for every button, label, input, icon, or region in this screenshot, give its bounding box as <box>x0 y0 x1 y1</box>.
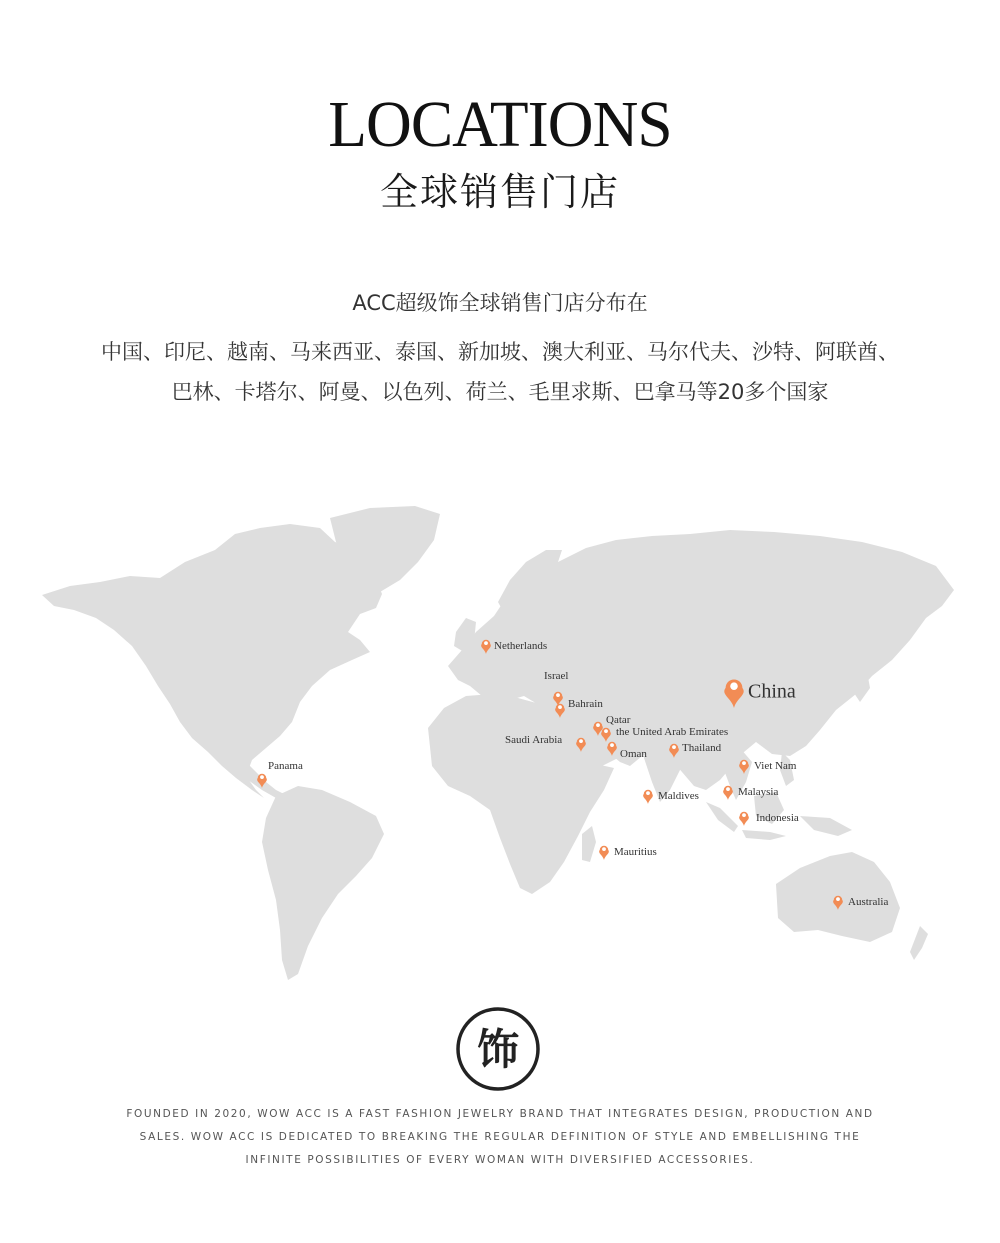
location-pin-dot <box>742 761 746 765</box>
location-pin-label: Israel <box>544 669 569 682</box>
country-list-line: 中国、印尼、越南、马来西亚、泰国、新加坡、澳大利亚、马尔代夫、沙特、阿联酋、 <box>101 340 899 364</box>
map-pin <box>739 812 799 826</box>
location-pin-dot <box>646 791 650 795</box>
brand-description-line: FOUNDED IN 2020, WOW ACC IS A FAST FASHION JEWELRY BRAND THAT INTEGRATES DESIGN, PRODUCTION AND <box>126 1108 874 1120</box>
location-pin-label: Australia <box>848 895 889 908</box>
location-pin-label: Oman <box>620 747 647 760</box>
location-pin-dot <box>672 745 676 749</box>
landmass-sumatra <box>706 802 738 832</box>
location-pin-dot <box>726 787 730 791</box>
country-list-line: 巴林、卡塔尔、阿曼、以色列、荷兰、毛里求斯、巴拿马等20多个国家 <box>171 380 829 404</box>
brand-description-line: INFINITE POSSIBILITIES OF EVERY WOMAN WITH DIVERSIFIED ACCESSORIES. <box>245 1154 755 1166</box>
land-masses <box>42 506 954 980</box>
location-pin-label: the United Arab Emirates <box>616 725 729 738</box>
location-pin-dot <box>604 729 608 733</box>
landmass-new-guinea <box>800 816 852 836</box>
location-pin-label: Maldives <box>658 789 699 802</box>
location-pin-dot <box>602 847 606 851</box>
location-pin-label: Saudi Arabia <box>505 733 563 746</box>
location-pin-dot <box>596 723 600 727</box>
landmass-new-zealand <box>910 926 928 960</box>
location-pin-label: Mauritius <box>614 845 657 858</box>
location-pin-dot <box>742 813 746 817</box>
location-pin-label: Malaysia <box>738 785 779 798</box>
location-pin-dot <box>579 739 583 743</box>
brand-description <box>60 1103 940 1172</box>
map-pin <box>257 760 303 788</box>
brand-logo <box>455 1006 541 1092</box>
location-pin-dot <box>260 775 264 779</box>
location-pin-label: Indonesia <box>756 811 799 824</box>
location-pin-dot <box>730 682 738 690</box>
country-list <box>0 332 1000 412</box>
intro-text: ACC超级饰全球销售门店分布在 <box>352 291 648 315</box>
location-pin-label: Qatar <box>606 713 631 726</box>
location-pin-label: Thailand <box>682 741 722 754</box>
brand-description-line: SALES. WOW ACC IS DEDICATED TO BREAKING THE REGULAR DEFINITION OF STYLE AND EMBELLISHING THE <box>139 1131 861 1143</box>
landmass-java <box>742 830 786 840</box>
page-subtitle: 全球销售门店 <box>379 170 620 214</box>
location-pin-label: Bahrain <box>568 697 603 710</box>
location-pin-label: Netherlands <box>494 639 548 652</box>
page-title: LOCATIONS <box>328 88 672 161</box>
map-pin <box>599 846 657 860</box>
location-pin-dot <box>484 641 488 645</box>
location-pin-dot <box>610 743 614 747</box>
location-pin-label: Viet Nam <box>754 759 797 772</box>
logo-glyph: 饰 <box>476 1025 520 1074</box>
location-pin-dot <box>836 897 840 901</box>
world-map <box>30 490 970 1000</box>
location-pin-dot <box>558 705 562 709</box>
landmass-south-america <box>262 786 384 980</box>
location-pin-label: Panama <box>268 759 303 772</box>
map-pin <box>643 790 699 804</box>
landmass-madagascar <box>582 826 596 862</box>
location-pin-dot <box>556 693 560 697</box>
location-pin-label: China <box>748 680 796 703</box>
landmass-north-america <box>42 524 382 798</box>
